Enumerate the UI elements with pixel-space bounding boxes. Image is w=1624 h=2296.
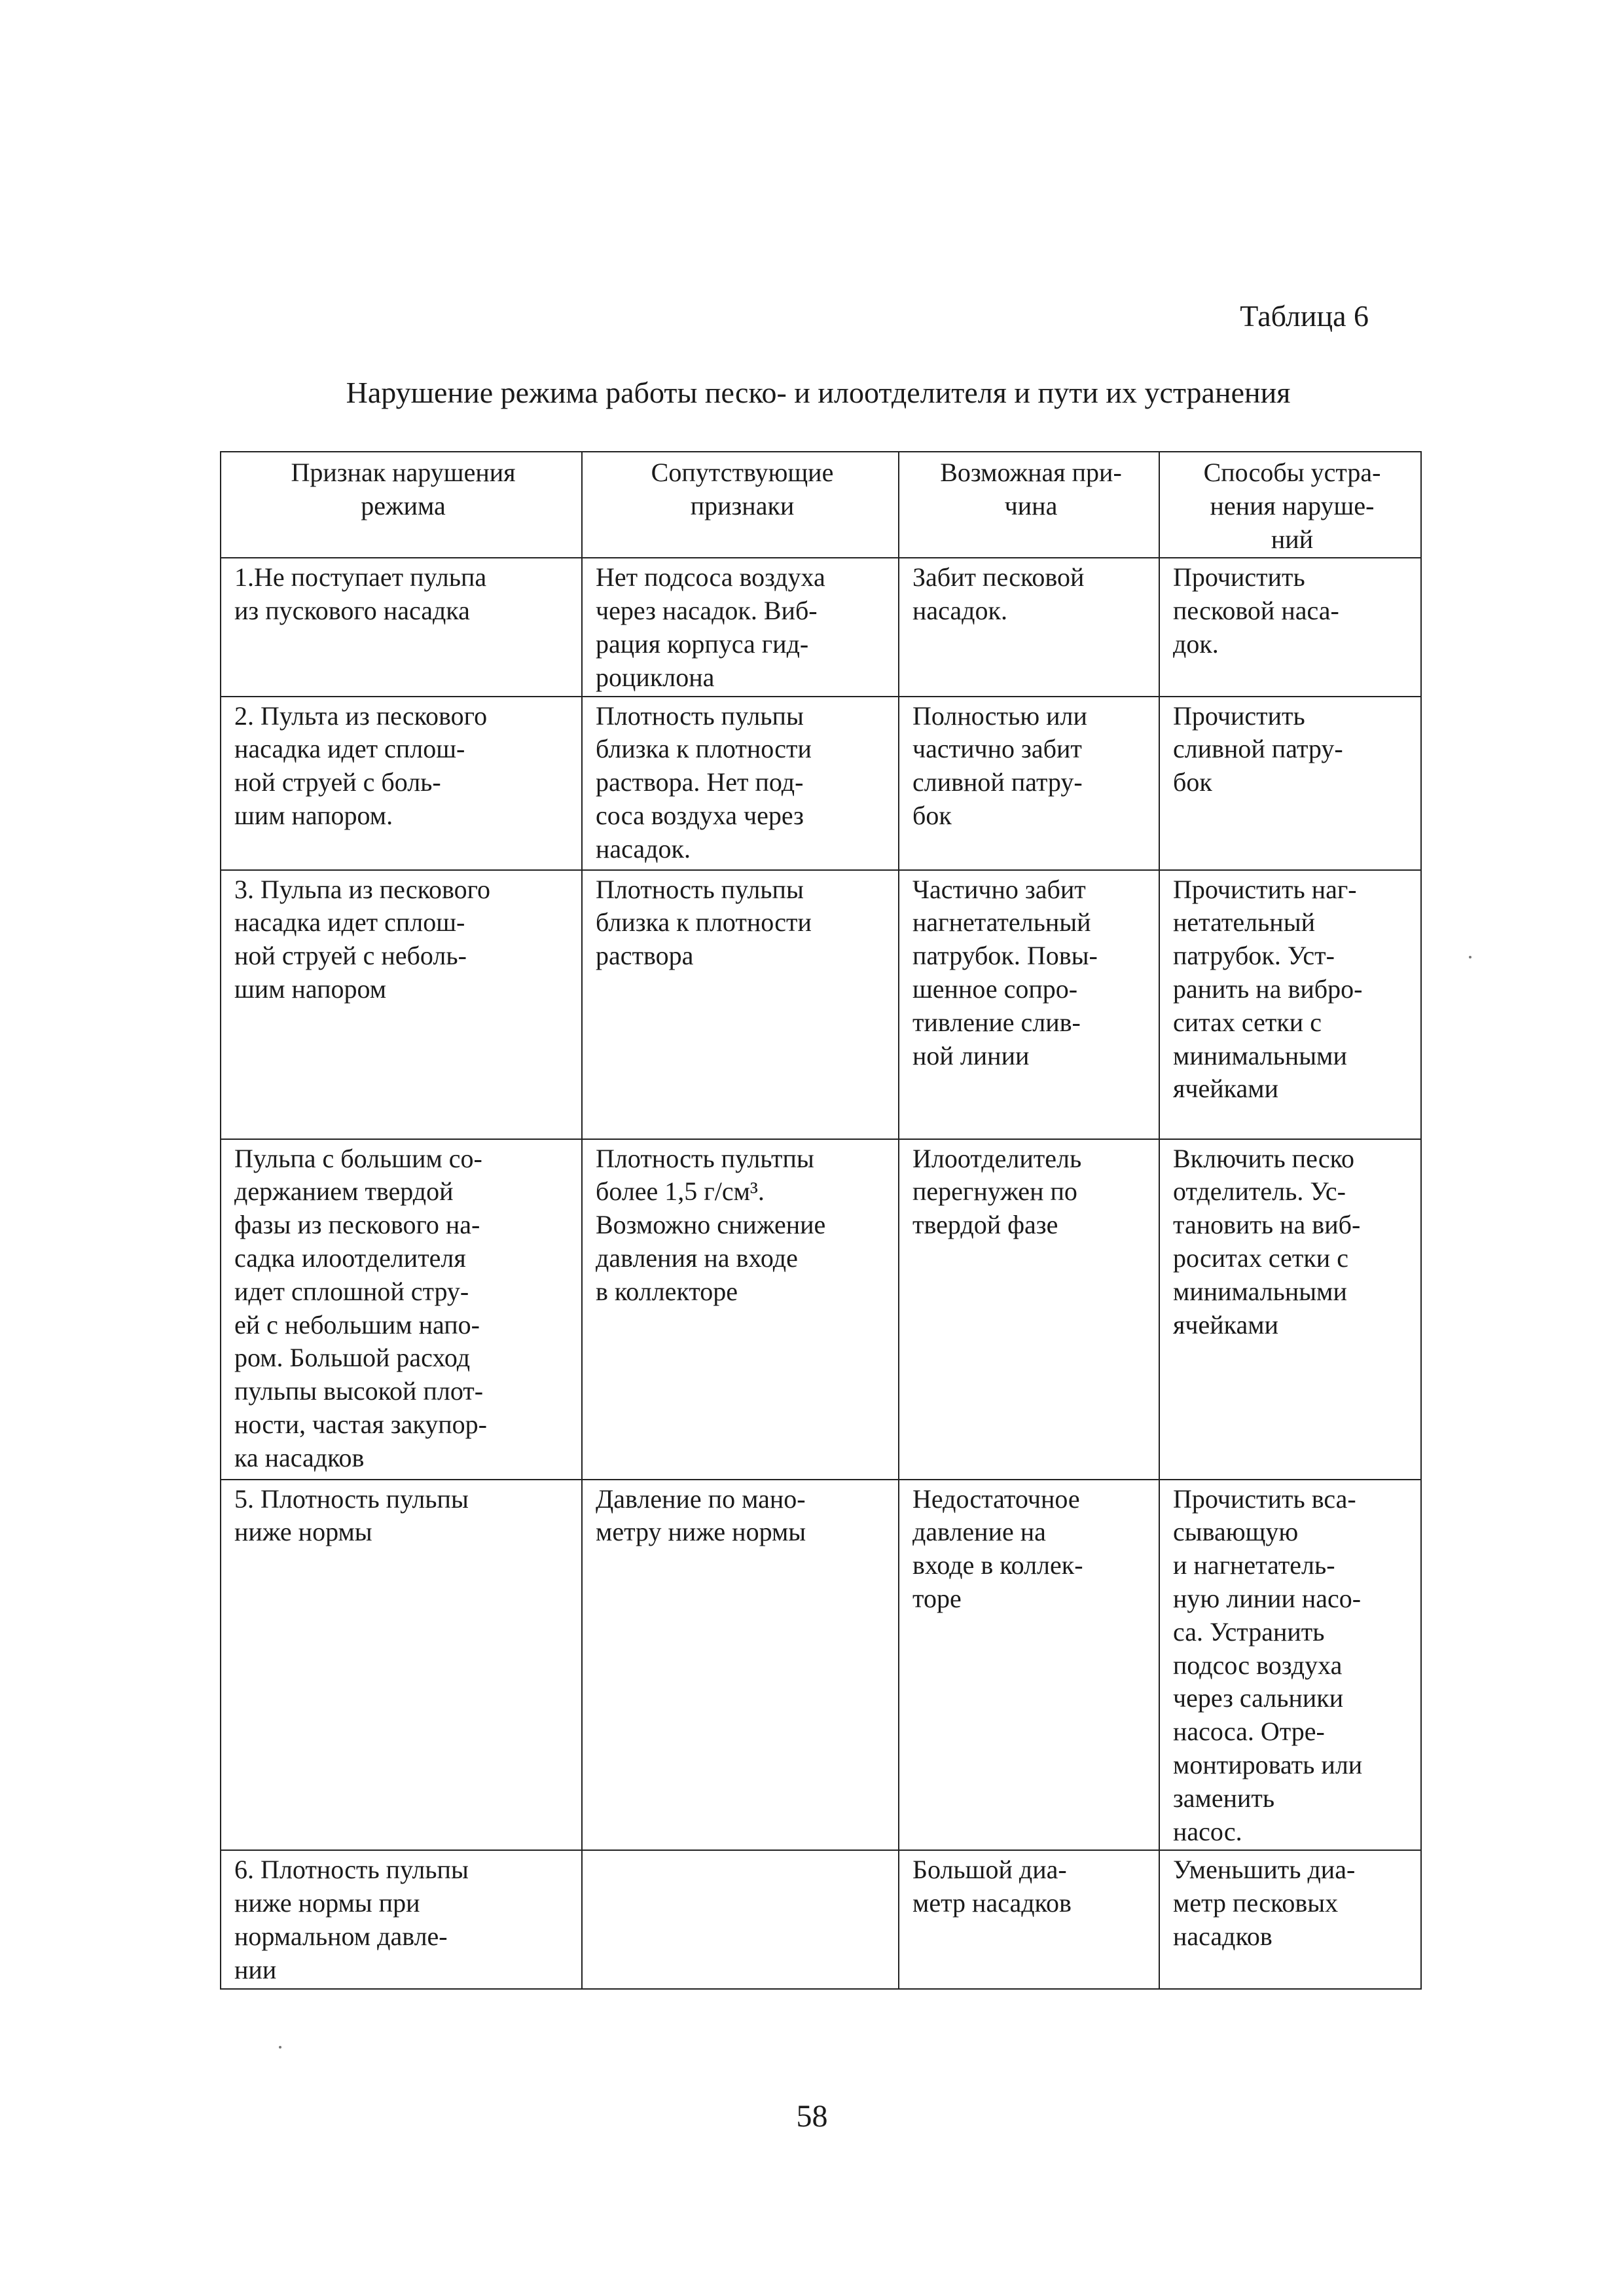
- table-row: [221, 870, 1421, 1139]
- cell-accompanying-signs: Нет подсоса воздуха через насадок. Виб- рация корпуса гид- роциклона: [582, 558, 899, 696]
- cell-accompanying-signs: Плотность пультпы более 1,5 г/см³. Возможно снижение давления на входе в коллекторе: [582, 1139, 899, 1480]
- cell-symptom: Пульпа с большим со- держанием твердой фазы из пескового на- садка илоотделителя идет сплошной стру- ей с небольшим напо- ром. Большой расход пульпы высокой плот- ности, частая закупор- ка насадков: [221, 1139, 582, 1480]
- cell-accompanying-signs: Плотность пульпы близка к плотности раствора. Нет под- соса воздуха через насадок.: [582, 697, 899, 870]
- scan-speck: [279, 2046, 281, 2049]
- cell-remedy: Прочистить песковой наса- док.: [1159, 558, 1421, 696]
- cell-symptom: 1.Не поступает пульпа из пускового насадка: [221, 558, 582, 696]
- cell-possible-cause: Забит песковой насадок.: [899, 558, 1159, 696]
- table-row: [221, 1850, 1421, 1988]
- cell-remedy: Прочистить наг- нетательный патрубок. Уст- ранить на вибро- ситах сетки с минимальными ячейками: [1159, 870, 1421, 1139]
- header-remedies: Способы устра- нения наруше- ний: [1159, 452, 1421, 558]
- page-number: 58: [796, 2099, 828, 2134]
- cell-possible-cause: Полностью или частично забит сливной патру- бок: [899, 697, 1159, 870]
- cell-possible-cause: Недостаточное давление на входе в коллек- торе: [899, 1480, 1159, 1851]
- header-accompanying-signs: Сопутствующие признаки: [582, 452, 899, 558]
- header-row: [221, 452, 1421, 558]
- cell-symptom: 3. Пульпа из пескового насадка идет сплош- ной струей с неболь- шим напором: [221, 870, 582, 1139]
- cell-accompanying-signs: [582, 1850, 899, 1988]
- cell-symptom: 5. Плотность пульпы ниже нормы: [221, 1480, 582, 1851]
- cell-symptom: 6. Плотность пульпы ниже нормы при нормальном давле- нии: [221, 1850, 582, 1988]
- table-title: Нарушение режима работы песко- и илоотделителя и пути их устранения: [346, 376, 1291, 409]
- table-row: [221, 1480, 1421, 1851]
- table-row: [221, 1139, 1421, 1480]
- scan-speck: [1469, 956, 1471, 958]
- cell-possible-cause: Большой диа- метр насадков: [899, 1850, 1159, 1988]
- cell-possible-cause: Илоотделитель перегнужен по твердой фазе: [899, 1139, 1159, 1480]
- table-row: [221, 558, 1421, 696]
- cell-possible-cause: Частично забит нагнетательный патрубок. Повы- шенное сопро- тивление слив- ной линии: [899, 870, 1159, 1139]
- header-symptom: Признак нарушения режима: [221, 452, 582, 558]
- cell-remedy: Уменьшить диа- метр песковых насадков: [1159, 1850, 1421, 1988]
- cell-accompanying-signs: Плотность пульпы близка к плотности раствора: [582, 870, 899, 1139]
- cell-symptom: 2. Пульта из пескового насадка идет сплош- ной струей с боль- шим напором.: [221, 697, 582, 870]
- table-row: [221, 697, 1421, 870]
- cell-remedy: Прочистить вса- сывающую и нагнетатель- ную линии насо- са. Устранить подсос воздуха через сальники насоса. Отре- монтировать или заменить насос.: [1159, 1480, 1421, 1851]
- cell-remedy: Прочистить сливной патру- бок: [1159, 697, 1421, 870]
- cell-remedy: Включить песко отделитель. Ус- тановить на виб- роситах сетки с минимальными ячейками: [1159, 1139, 1421, 1480]
- troubleshooting-table: [220, 451, 1422, 1990]
- cell-accompanying-signs: Давление по мано- метру ниже нормы: [582, 1480, 899, 1851]
- header-possible-cause: Возможная при- чина: [899, 452, 1159, 558]
- table-label: Таблица 6: [1240, 299, 1369, 333]
